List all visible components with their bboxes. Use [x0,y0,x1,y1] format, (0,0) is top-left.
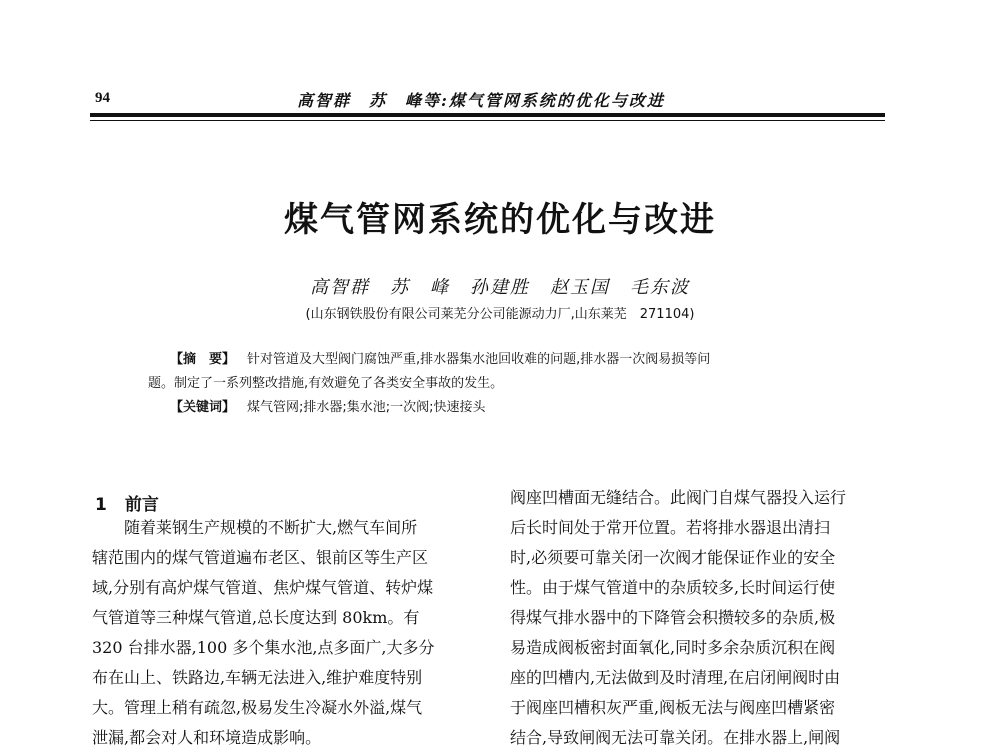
section-title: 前言 [124,495,159,515]
keywords-text: 煤气管网;排水器;集水池;一次阀;快速接头 [247,400,486,415]
running-title: 高智群 苏 峰等:煤气管网系统的优化与改进 [297,91,665,110]
body-column-right [510,483,905,753]
body-line: 结合,导致闸阀无法可靠关闭。在排水器上,闸阀 [510,728,841,747]
body-line: 泄漏,都会对人和环境造成影响。 [92,728,322,747]
body-line: 阀座凹槽面无缝结合。此阀门自煤气器投入运行 [510,488,847,507]
body-line: 随着莱钢生产规模的不断扩大,燃气车间所 [124,518,418,537]
author-list: 高智群 苏 峰 孙建胜 赵玉国 毛东波 [310,277,690,298]
body-line: 气管道等三种煤气管道,总长度达到 80km。有 [92,608,420,627]
abstract-label: 【摘 要】 [170,352,236,367]
body-line: 域,分别有高炉煤气管道、焦炉煤气管道、转炉煤 [92,578,434,597]
abstract-line [148,348,848,372]
body-column-left [92,513,487,753]
header-rule-thin [90,120,885,121]
keywords-label: 【关键词】 [170,400,236,415]
header-rule-thick [90,113,885,117]
body-line: 时,必须要可靠关闭一次阀才能保证作业的安全 [510,548,836,567]
body-line: 于阀座凹槽积灰严重,阀板无法与阀座凹槽紧密 [510,698,836,717]
keywords-line [148,396,848,420]
section-heading [95,490,159,515]
article-title: 煤气管网系统的优化与改进 [284,200,716,240]
body-line: 大。管理上稍有疏忽,极易发生冷凝水外溢,煤气 [92,698,423,717]
abstract-text-line-1: 针对管道及大型阀门腐蚀严重,排水器集水池回收难的问题,排水器一次阀易损等问 [247,352,711,367]
body-line: 辖范围内的煤气管道遍布老区、银前区等生产区 [92,548,429,567]
author-affiliation: (山东钢铁股份有限公司莱芜分公司能源动力厂,山东莱芜 271104) [305,307,695,322]
running-header [95,78,885,108]
section-number: 1 [95,495,107,515]
body-line: 性。由于煤气管道中的杂质较多,长时间运行使 [510,578,836,597]
abstract-text-line-2: 题。制定了一系列整改措施,有效避免了各类安全事故的发生。 [148,376,504,391]
body-line: 后长时间处于常开位置。若将排水器退出清扫 [510,518,831,537]
page-number: 94 [95,90,110,106]
body-line: 座的凹槽内,无法做到及时清理,在启闭闸阀时由 [510,668,841,687]
body-line: 得煤气排水器中的下降管会积攒较多的杂质,极 [510,608,836,627]
body-line: 布在山上、铁路边,车辆无法进入,维护难度特别 [92,668,423,687]
body-line: 320 台排水器,100 多个集水池,点多面广,大多分 [92,638,435,657]
abstract-block [148,348,848,420]
body-line: 易造成阀板密封面氧化,同时多余杂质沉积在阀 [510,638,836,657]
